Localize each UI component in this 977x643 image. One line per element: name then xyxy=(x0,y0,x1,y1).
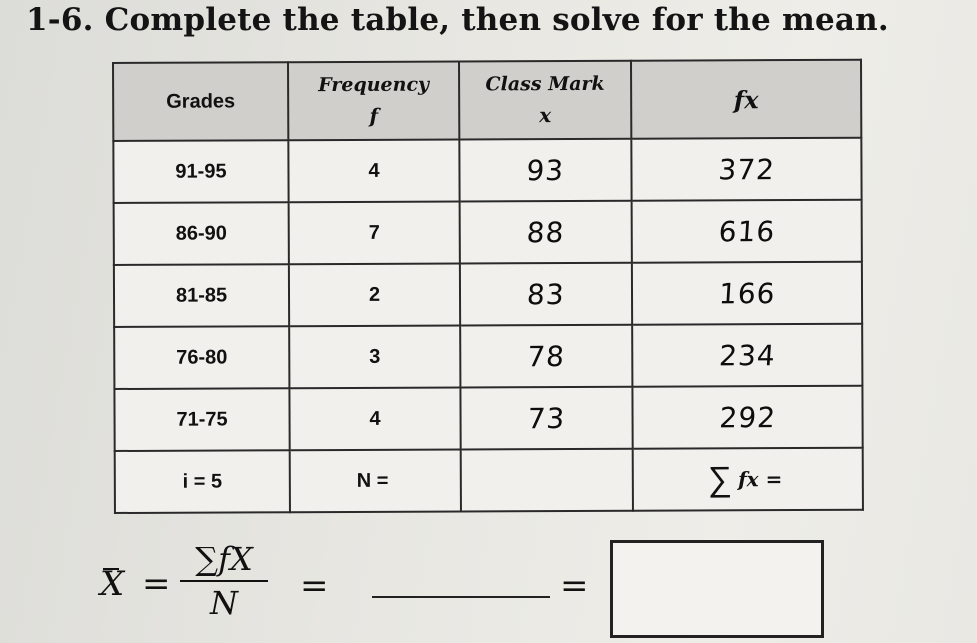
mean-formula xyxy=(100,540,860,640)
computation-blank-line[interactable] xyxy=(372,596,550,598)
header-class-mark-symbol: x xyxy=(539,103,552,128)
class-mark-cell[interactable] xyxy=(460,201,632,264)
page-title: 1-6. Complete the table, then solve for the mean. xyxy=(26,2,889,38)
fraction-denominator: N xyxy=(210,584,238,622)
class-mark-cell[interactable] xyxy=(459,139,631,202)
equals-sign: = xyxy=(142,564,171,604)
header-frequency xyxy=(288,61,459,140)
fx-value: 166 xyxy=(717,276,777,310)
table-row xyxy=(114,200,862,265)
fx-value: 234 xyxy=(717,338,777,372)
frequency-cell: 2 xyxy=(289,263,460,326)
fx-cell[interactable] xyxy=(632,324,862,387)
class-mark-value: 73 xyxy=(526,401,567,435)
class-mark-value: 93 xyxy=(525,153,566,187)
frequency-cell: 3 xyxy=(289,325,460,388)
mean-symbol: X xyxy=(100,564,125,604)
table-row xyxy=(113,138,861,203)
fraction-numerator: ∑fX xyxy=(195,540,253,578)
class-mark-value: 88 xyxy=(525,215,566,249)
frequency-cell: 4 xyxy=(288,139,459,202)
grades-cell: 71-75 xyxy=(114,388,289,451)
sigma-icon: ∑ xyxy=(707,459,733,498)
table-row xyxy=(114,386,862,451)
frequency-table xyxy=(112,59,864,514)
grades-cell: 91-95 xyxy=(113,140,288,203)
mean-answer-box[interactable] xyxy=(610,540,824,638)
class-mark-cell[interactable] xyxy=(460,387,632,450)
header-frequency-symbol: f xyxy=(369,103,379,128)
table-row xyxy=(114,262,862,327)
sum-fx-cell[interactable] xyxy=(633,448,863,511)
equals-sign: = xyxy=(300,566,329,606)
class-interval-cell: i = 5 xyxy=(115,450,290,513)
fraction-bar xyxy=(180,580,268,582)
fx-cell[interactable] xyxy=(631,138,861,201)
frequency-cell: 7 xyxy=(289,201,460,264)
header-frequency-label: Frequency xyxy=(318,73,430,97)
total-frequency-label: N = xyxy=(356,469,389,492)
fx-value: 616 xyxy=(717,214,777,248)
grades-cell: 81-85 xyxy=(114,264,289,327)
fx-cell[interactable] xyxy=(632,200,862,263)
fx-value: 292 xyxy=(718,400,777,434)
footer-class-mark-blank-cell[interactable] xyxy=(461,449,633,512)
grades-cell: 76-80 xyxy=(114,326,289,389)
table-header-row xyxy=(113,60,861,141)
class-mark-value: 78 xyxy=(526,339,567,373)
table-row xyxy=(114,324,862,389)
mean-fraction xyxy=(180,540,268,622)
class-mark-cell[interactable] xyxy=(460,325,632,388)
fx-value: 372 xyxy=(717,152,776,186)
class-mark-value: 83 xyxy=(526,277,566,311)
total-frequency-cell[interactable] xyxy=(290,449,461,512)
grades-cell: 86-90 xyxy=(114,202,289,265)
sum-fx-label: fx = xyxy=(737,466,783,491)
header-grades: Grades xyxy=(113,62,288,141)
fx-cell[interactable] xyxy=(632,386,862,449)
header-fx: fx xyxy=(631,60,861,139)
table-footer-row xyxy=(115,448,863,513)
equals-sign: = xyxy=(560,566,589,606)
header-class-mark-label: Class Mark xyxy=(485,72,605,96)
header-class-mark xyxy=(459,61,631,140)
frequency-cell: 4 xyxy=(289,387,460,450)
fx-cell[interactable] xyxy=(632,262,862,325)
class-mark-cell[interactable] xyxy=(460,263,632,326)
